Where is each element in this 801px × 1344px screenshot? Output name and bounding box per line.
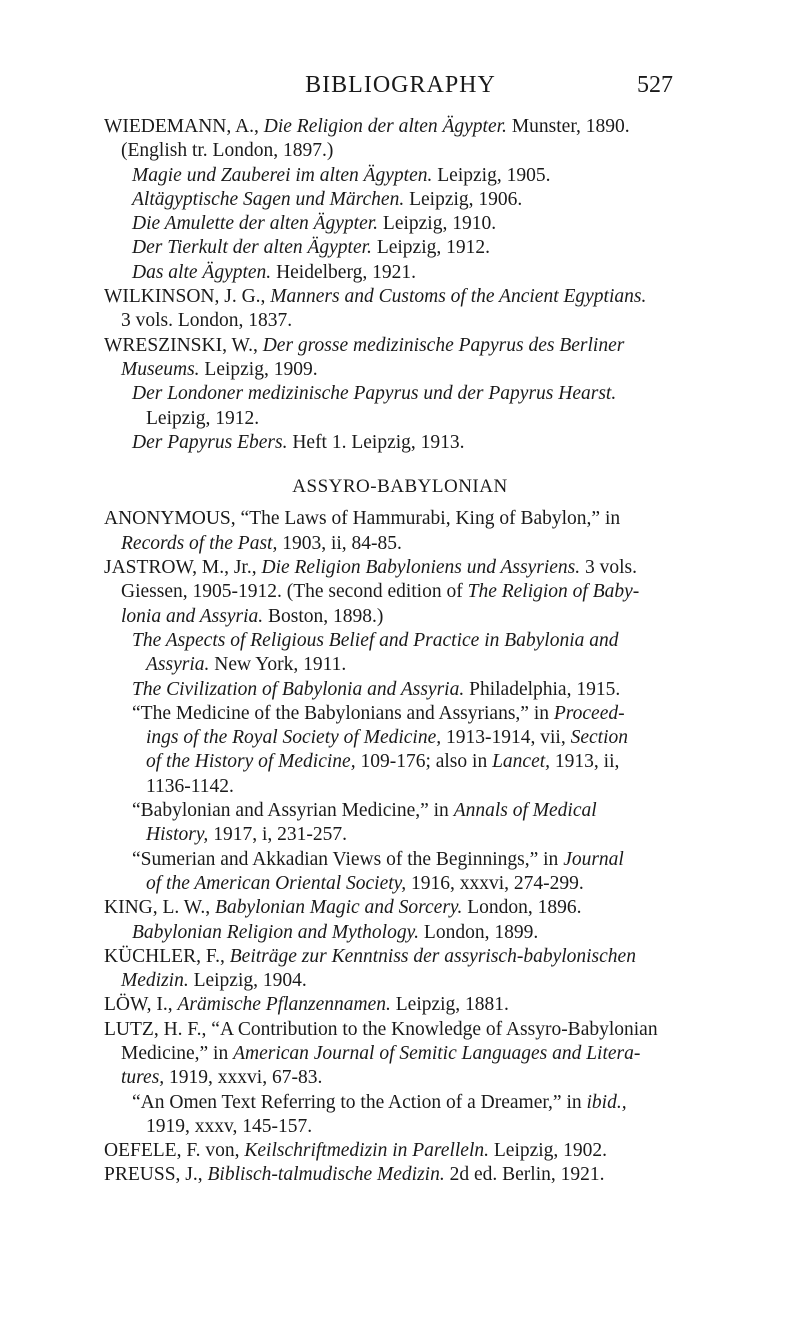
citation-text: OEFELE, F. von, <box>104 1140 245 1162</box>
title-text: ings of the Royal Society of Medicine, <box>146 727 442 749</box>
title-text: lonia and Assyria. <box>121 605 264 627</box>
bibliography-line <box>104 1042 696 1066</box>
citation-text: LUTZ, H. F., “A Contribution to the Knowledge of Assyro-Babylonian <box>104 1018 658 1040</box>
title-text: The Civilization of Babylonia and Assyria. <box>132 678 465 700</box>
bibliography-line <box>104 896 696 920</box>
citation-text: KING, L. W., <box>104 897 216 919</box>
bibliography-line <box>104 872 696 896</box>
citation-text: Leipzig, 1909. <box>199 358 318 380</box>
bibliography-line <box>104 188 696 212</box>
citation-text: London, 1896. <box>462 897 582 919</box>
title-text: The Aspects of Religious Belief and Practice in Babylonia and <box>132 629 619 651</box>
citation-text: 1913-1914, vii, <box>441 727 571 749</box>
citation-text: WILKINSON, J. G., <box>104 286 271 308</box>
bibliography-line <box>104 969 696 993</box>
title-text: ibid., <box>586 1091 627 1113</box>
title-text: Assyria. <box>146 654 210 676</box>
bibliography-line <box>104 532 696 556</box>
title-text: Magie und Zauberei im alten Ägypten. <box>132 164 433 186</box>
citation-text: Leipzig, 1905. <box>432 164 551 186</box>
title-text: Museums. <box>121 358 200 380</box>
citation-text: Leipzig, 1906. <box>404 188 523 210</box>
citation-text: Leipzig, 1912. <box>146 407 260 429</box>
citation-text: “The Medicine of the Babylonians and Assyrians,” in <box>132 702 554 724</box>
title-text: Medizin. <box>121 970 189 992</box>
title-text: Manners and Customs of the Ancient Egyptians. <box>270 286 647 308</box>
title-text: Keilschriftmedizin in Parelleln. <box>244 1140 489 1162</box>
bibliography-line <box>104 726 696 750</box>
citation-text: Giessen, 1905-1912. (The second edition of <box>121 581 468 603</box>
title-text: Die Religion Babyloniens und Assyriens. <box>261 557 581 579</box>
citation-text: JASTROW, M., Jr., <box>104 557 262 579</box>
citation-text: WIEDEMANN, A., <box>104 116 264 137</box>
bibliography-line <box>104 775 696 799</box>
citation-text: Leipzig, 1910. <box>378 213 497 235</box>
title-text: Der Papyrus Ebers. <box>132 431 288 453</box>
title-text: Biblisch-talmudische Medizin. <box>207 1164 445 1186</box>
title-text: Section <box>570 727 628 749</box>
citation-text: 109-176; also in <box>355 751 493 773</box>
bibliography-line <box>104 334 696 358</box>
citation-text: 1916, xxxvi, 274-299. <box>406 872 584 894</box>
bibliography-line <box>104 556 696 580</box>
title-text: Babylonian Religion and Mythology. <box>132 921 420 943</box>
bibliography-line <box>104 945 696 969</box>
citation-text: Heft 1. Leipzig, 1913. <box>287 431 465 453</box>
citation-text: Munster, 1890. <box>506 116 630 137</box>
bibliography-line <box>104 921 696 945</box>
citation-text: Leipzig, 1902. <box>489 1140 608 1162</box>
bibliography-line <box>104 164 696 188</box>
bibliography-line <box>104 139 696 163</box>
bibliography-line <box>104 993 696 1017</box>
section-heading: ASSYRO-BABYLONIAN <box>292 476 508 498</box>
citation-text: 3 vols. London, 1837. <box>121 310 293 332</box>
citation-text: WRESZINSKI, W., <box>104 334 263 356</box>
citation-text: Leipzig, 1904. <box>188 970 307 992</box>
title-text: Altägyptische Sagen und Märchen. <box>132 188 405 210</box>
title-text: Babylonian Magic and Sorcery. <box>215 897 463 919</box>
bibliography-line <box>104 285 696 309</box>
citation-text: London, 1899. <box>419 921 539 943</box>
title-text: tures, <box>121 1067 165 1089</box>
bibliography-line <box>104 261 696 285</box>
bibliography-line <box>104 382 696 406</box>
bibliography-line <box>104 653 696 677</box>
citation-text: 1919, xxxv, 145-157. <box>146 1115 313 1137</box>
citation-text: KÜCHLER, F., <box>104 945 230 967</box>
bibliography-line <box>104 236 696 260</box>
title-text: Proceed- <box>553 702 625 724</box>
citation-text: (English tr. London, 1897.) <box>121 140 334 162</box>
citation-text: 3 vols. <box>580 557 638 579</box>
title-text: Records of the Past, <box>121 532 278 554</box>
title-text: The Religion of Baby- <box>467 581 640 603</box>
citation-text: 1913, ii, <box>550 751 620 773</box>
title-text: Das alte Ägypten. <box>132 261 272 283</box>
title-text: Journal <box>563 848 624 870</box>
citation-text: Heidelberg, 1921. <box>271 261 416 283</box>
running-header <box>0 72 801 112</box>
bibliography-line <box>104 823 696 847</box>
citation-text: “Sumerian and Akkadian Views of the Beginnings,” in <box>132 848 564 870</box>
bibliography-line <box>104 1066 696 1090</box>
citation-text: “An Omen Text Referring to the Action of a Dreamer,” in <box>132 1091 587 1113</box>
bibliography-line <box>104 212 696 236</box>
running-title: BIBLIOGRAPHY <box>305 72 496 98</box>
bibliography-line <box>104 702 696 726</box>
citation-text: 2d ed. Berlin, 1921. <box>444 1164 605 1186</box>
citation-text: ANONYMOUS, “The Laws of Hammurabi, King of Babylon,” in <box>104 508 621 530</box>
title-text: Arämische Pflanzennamen. <box>177 994 391 1016</box>
title-text: American Journal of Semitic Languages and Litera- <box>233 1042 641 1064</box>
bibliography-line <box>104 799 696 823</box>
citation-text: Philadelphia, 1915. <box>464 678 621 700</box>
citation-text: 1136-1142. <box>146 775 234 797</box>
bibliography-line <box>104 309 696 333</box>
bibliography-line <box>104 1091 696 1115</box>
title-text: Der grosse medizinische Papyrus des Berliner <box>262 334 625 356</box>
bibliography-line <box>104 407 696 431</box>
bibliography-line <box>104 848 696 872</box>
bibliography-line <box>104 750 696 774</box>
title-text: Der Tierkult der alten Ägypter. <box>132 237 372 259</box>
citation-text: “Babylonian and Assyrian Medicine,” in <box>132 800 454 822</box>
bibliography-line <box>104 1115 696 1139</box>
bibliography-line <box>104 1163 696 1187</box>
bibliography-line <box>104 605 696 629</box>
citation-text: New York, 1911. <box>209 654 347 676</box>
bibliography-line <box>104 507 696 531</box>
bibliography-line <box>104 678 696 702</box>
citation-text: 1903, ii, 84-85. <box>277 532 402 554</box>
title-text: History, <box>146 824 209 846</box>
citation-text: PREUSS, J., <box>104 1164 208 1186</box>
bibliography-list <box>104 115 696 1188</box>
citation-text: Leipzig, 1881. <box>390 994 509 1016</box>
citation-text: Medicine,” in <box>121 1042 234 1064</box>
title-text: Die Amulette der alten Ägypter. <box>132 213 379 235</box>
title-text: Beiträge zur Kenntniss der assyrisch-babylonischen <box>229 945 636 967</box>
title-text: Der Londoner medizinische Papyrus und der Papyrus Hearst. <box>132 383 617 405</box>
title-text: Annals of Medical <box>453 800 597 822</box>
bibliography-line <box>104 115 696 139</box>
citation-text: 1919, xxxvi, 67-83. <box>164 1067 323 1089</box>
bibliography-line <box>104 1139 696 1163</box>
title-text: Lancet, <box>492 751 551 773</box>
bibliography-line <box>104 1018 696 1042</box>
citation-text: 1917, i, 231-257. <box>208 824 347 846</box>
bibliography-line <box>104 431 696 455</box>
citation-text: Boston, 1898.) <box>263 605 384 627</box>
bibliography-line <box>104 580 696 604</box>
bibliography-line <box>104 629 696 653</box>
bibliography-line <box>104 358 696 382</box>
title-text: Die Religion der alten Ägypter. <box>263 116 507 137</box>
citation-text: LÖW, I., <box>104 994 178 1016</box>
page-number: 527 <box>637 72 673 98</box>
title-text: of the American Oriental Society, <box>146 872 407 894</box>
citation-text: Leipzig, 1912. <box>371 237 490 259</box>
title-text: of the History of Medicine, <box>146 751 356 773</box>
